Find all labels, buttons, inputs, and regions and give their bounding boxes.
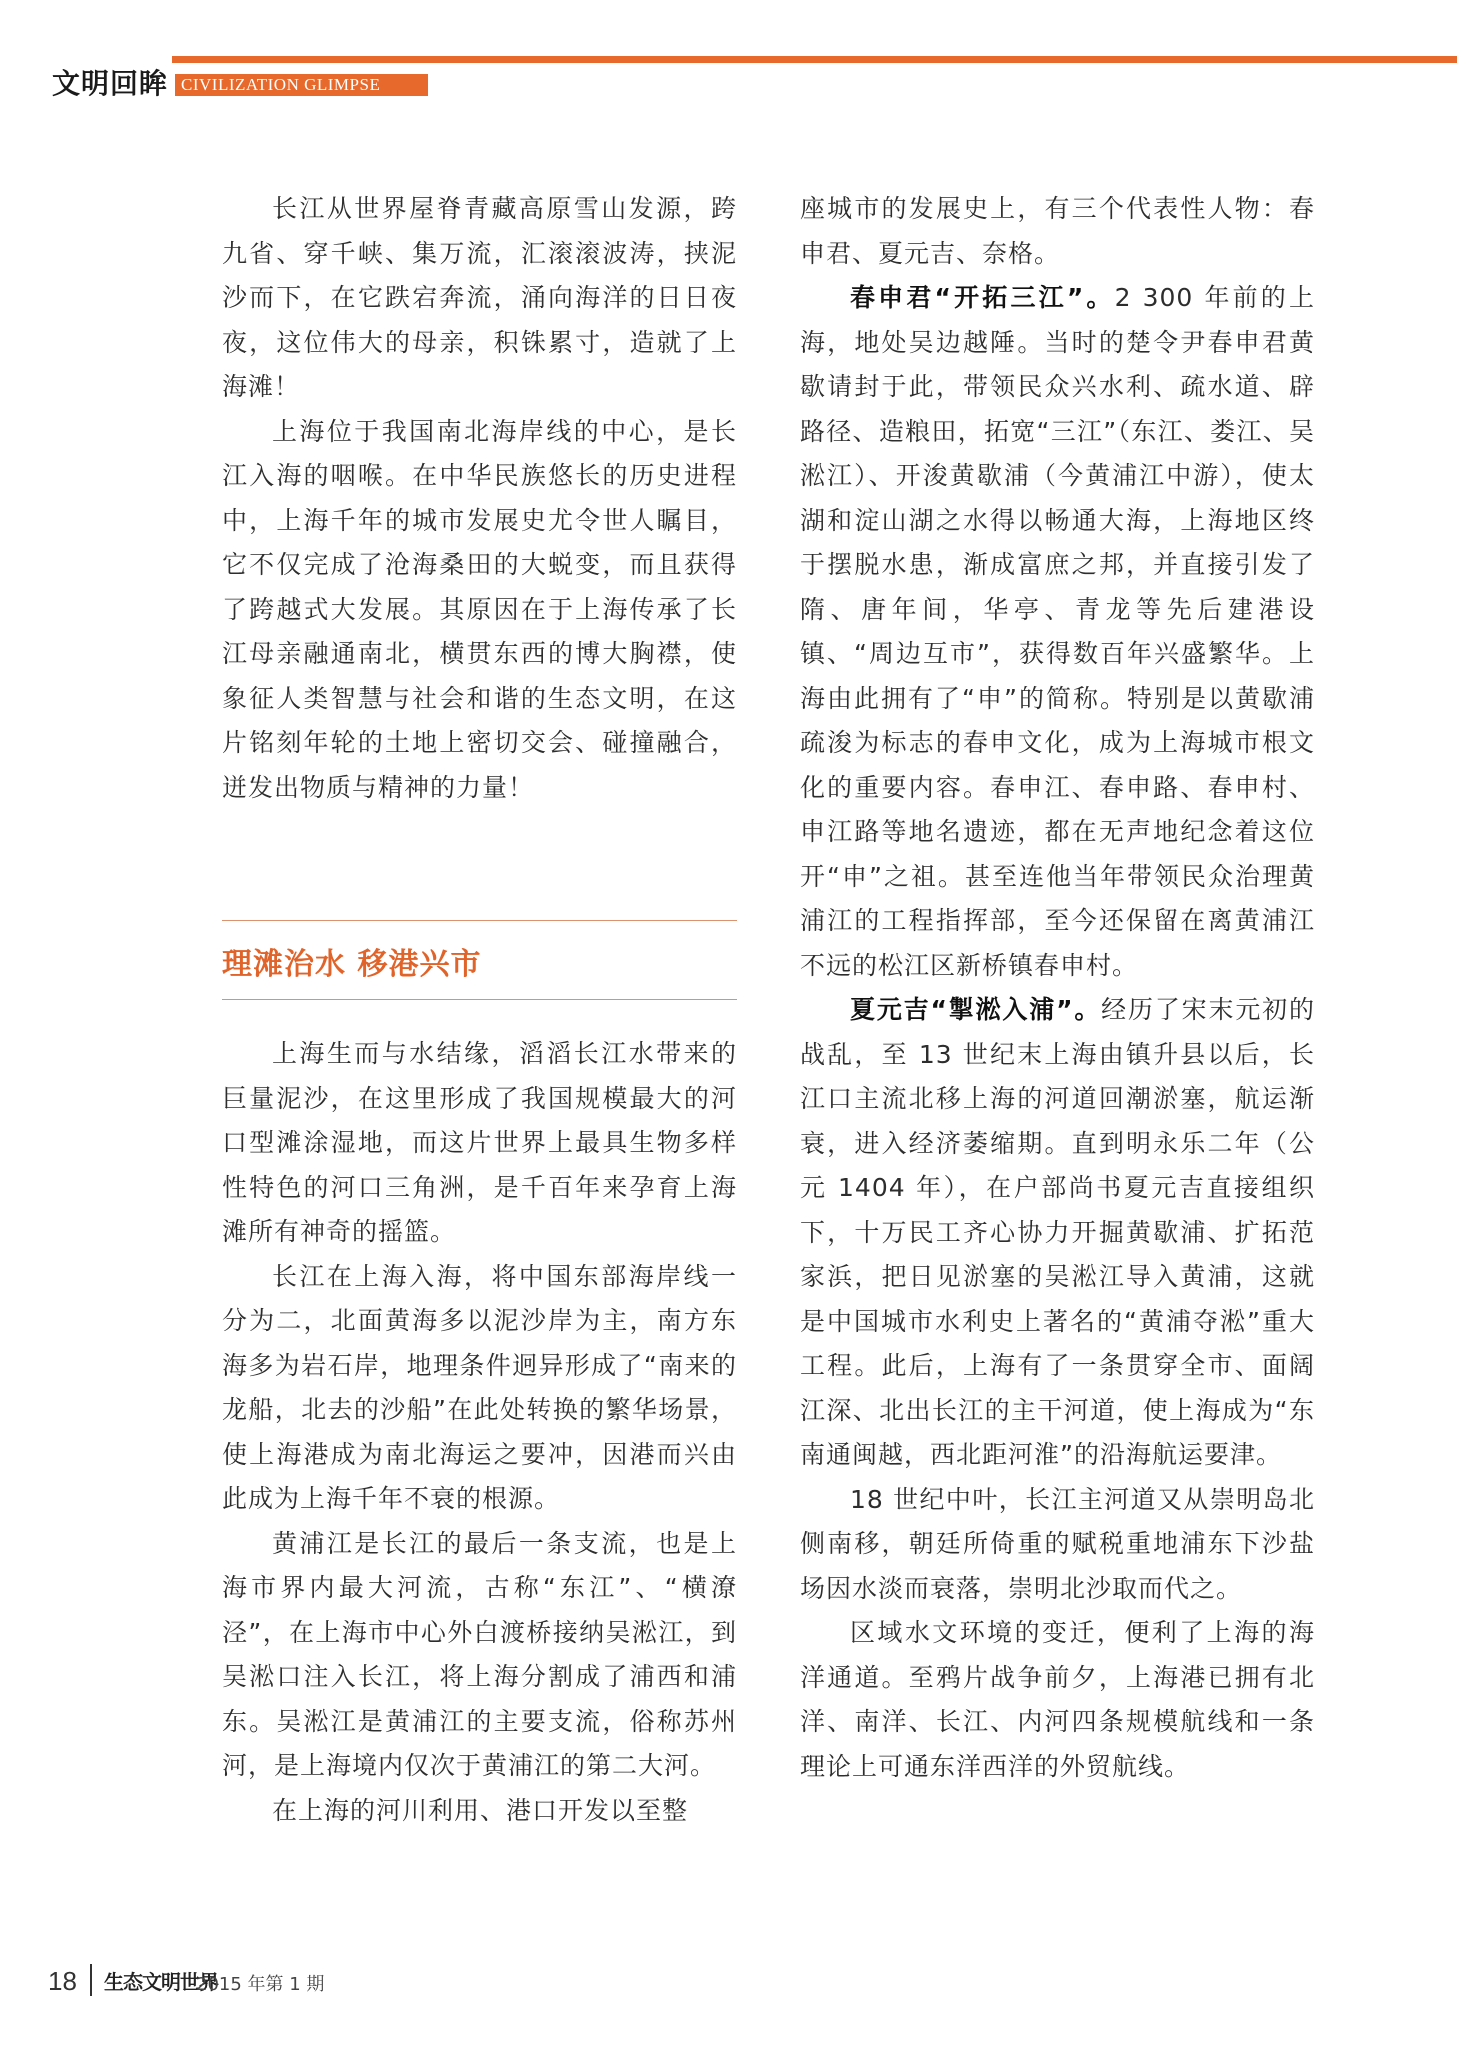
body-paragraph: 长江在上海入海，将中国东部海岸线一分为二，北面黄海多以泥沙岸为主，南方东海多为岩石岸，地理条件迥异形成了“南来的龙船，北去的沙船”在此处转换的繁华场景，使上海港成为南北海运之要冲，因港而兴由此成为上海千年不衰的根源。 <box>222 1261 737 1513</box>
intro-paragraph: 长江从世界屋脊青藏高原雪山发源，跨九省、穿千峡、集万流，汇滚滚波涛，挟泥沙而下，在它跌宕奔流，涌向海洋的日日夜夜，这位伟大的母亲，积铢累寸，造就了上海滩！ <box>222 194 737 401</box>
subheading: 理滩治水 移港兴市 <box>222 947 482 982</box>
section-title: 文明回眸 <box>52 67 169 100</box>
body-paragraph: 上海生而与水结缘，滔滔长江水带来的巨量泥沙，在这里形成了我国规模最大的河口型滩涂湿地，而这片世界上最具生物多样性特色的河口三角洲，是千百年来孕育上海滩所有神奇的摇篮。 <box>222 1039 737 1246</box>
body-paragraph: 黄浦江是长江的最后一条支流，也是上海市界内最大河流，古称“东江”、“横潦泾”，在上海市中心外白渡桥接纳吴淞江，到吴淞口注入长江，将上海分割成了浦西和浦东。吴淞江是黄浦江的主要支流，俗称苏州河，是上海境内仅次于黄浦江的第二大河。 <box>222 1528 737 1780</box>
xia-lead: 夏元吉“掣淞入浦”。 <box>850 995 1102 1024</box>
header-rule <box>172 56 1457 63</box>
section-english-title: CIVILIZATION GLIMPSE <box>175 74 428 96</box>
continuation-paragraph: 座城市的发展史上，有三个代表性人物：春申君、夏元吉、奈格。 <box>800 194 1315 268</box>
chunshen-lead: 春申君“开拓三江”。 <box>850 283 1115 312</box>
footer-divider <box>90 1964 92 1996</box>
body-paragraph: 在上海的河川利用、港口开发以至整 <box>272 1795 689 1825</box>
intro-paragraph: 上海位于我国南北海岸线的中心，是长江入海的咽喉。在中华民族悠长的历史进程中，上海千年的城市发展史尤令世人瞩目，它不仅完成了沧海桑田的大蜕变，而且获得了跨越式大发展。其原因在于上海传承了长江母亲融通南北，横贯东西的博大胸襟，使象征人类智慧与社会和谐的生态文明，在这片铭刻年轮的土地上密切交会、碰撞融合，迸发出物质与精神的力量！ <box>222 416 737 802</box>
right-column <box>800 187 1315 1789</box>
chunshen-text: 2 300 年前的上海，地处吴边越陲。当时的楚令尹春申君黄歇请封于此，带领民众兴水利、疏水道、辟路径、造粮田，拓宽“三江”（东江、娄江、吴淞江）、开浚黄歇浦（今黄浦江中游），使太湖和淀山湖之水得以畅通大海，上海地区终于摆脱水患，渐成富庶之邦，并直接引发了隋、唐年间，华亭、青龙等先后建港设镇、“周边互市”，获得数百年兴盛繁华。上海由此拥有了“申”的简称。特别是以黄歇浦疏浚为标志的春申文化，成为上海城市根文化的重要内容。春申江、春申路、春申村、申江路等地名遗迹，都在无声地纪念着这位开“申”之祖。甚至连他当年带领民众治理黄浦江的工程指挥部，至今还保留在离黄浦江不远的松江区新桥镇春申村。 <box>800 283 1315 980</box>
magazine-logo: 生态文明世界 <box>104 1970 218 1994</box>
subheading-box <box>222 920 737 1000</box>
body-paragraph: 18 世纪中叶，长江主河道又从崇明岛北侧南移，朝廷所倚重的赋税重地浦东下沙盐场因水淡而衰落，崇明北沙取而代之。 <box>800 1484 1315 1603</box>
chunshen-paragraph <box>800 276 1315 988</box>
issue-label: 2015 年第 1 期 <box>196 1974 325 1995</box>
left-column-body <box>222 1032 737 1833</box>
body-paragraph: 区域水文环境的变迁，便利了上海的海洋通道。至鸦片战争前夕，上海港已拥有北洋、南洋、长江、内河四条规模航线和一条理论上可通东洋西洋的外贸航线。 <box>800 1618 1315 1781</box>
xia-paragraph <box>800 988 1315 1478</box>
xia-text: 经历了宋末元初的战乱，至 13 世纪末上海由镇升县以后，长江口主流北移上海的河道回潮淤塞，航运渐衰，进入经济萎缩期。直到明永乐二年（公元 1404 年），在户部尚书夏元吉直接组织下，十万民工齐心协力开掘黄歇浦、扩拓范家浜，把日见淤塞的吴淞江导入黄浦，这就是中国城市水利史上著名的“黄浦夺淞”重大工程。此后，上海有了一条贯穿全市、面阔江深、北出长江的主干河道，使上海成为“东南通闽越，西北距河淮”的沿海航运要津。 <box>800 995 1315 1469</box>
left-column <box>222 187 737 810</box>
page-number: 18 <box>48 1966 77 1996</box>
